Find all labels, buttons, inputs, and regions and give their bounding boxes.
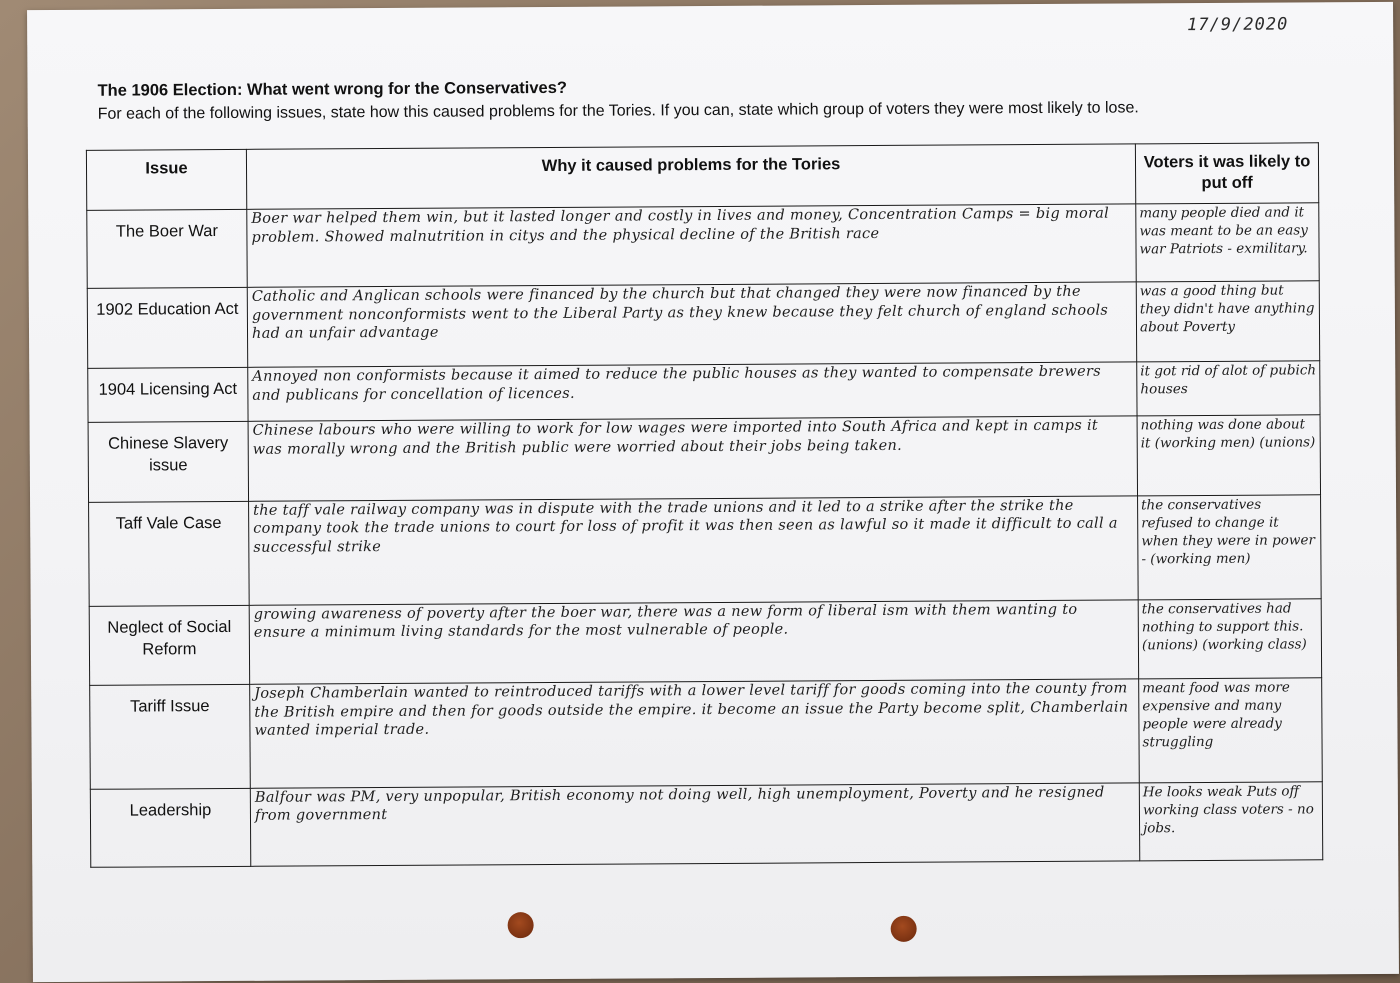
table-row (90, 782, 1322, 868)
table-row (89, 598, 1321, 685)
voters-answer-cell: it got rid of alot of pubich houses (1137, 361, 1320, 416)
voters-answer-cell: meant food was more expensive and many people were already struggling (1139, 678, 1323, 783)
voters-answer-cell: nothing was done about it (working men) (unions) (1137, 415, 1320, 496)
why-answer-cell: growing awareness of poverty after the boer war, there was a new form of liberal ism with them wanting to ensure a minimum living standards for the most vulnerable of people. (249, 599, 1138, 684)
issue-cell: 1904 Licensing Act (88, 368, 248, 423)
worksheet-page (27, 2, 1399, 982)
issue-cell: The Boer War (87, 209, 247, 288)
voters-answer-cell: was a good thing but they didn't have anything about Poverty (1136, 281, 1319, 362)
table-row (88, 361, 1320, 422)
header-why: Why it caused problems for the Tories (246, 144, 1135, 209)
why-answer-cell: Boer war helped them win, but it lasted longer and costly in lives and money, Concentration Camps = big moral problem. Showed malnutrition in citys and the physical decline of the British race (247, 204, 1136, 288)
voters-answer-cell: the conservatives had nothing to support this. (unions) (working class) (1138, 598, 1321, 679)
worksheet-title: The 1906 Election: What went wrong for the Conservatives? (97, 78, 568, 100)
table-row (88, 415, 1320, 502)
why-answer-cell: Annoyed non conformists because it aimed to reduce the public houses as they wanted to compensate brewers and publicans for concellation of licences. (248, 362, 1137, 421)
issue-cell: Neglect of Social Reform (89, 605, 249, 686)
punch-hole-left (508, 912, 534, 938)
issue-cell: Chinese Slavery issue (88, 422, 248, 503)
why-answer-cell: Chinese labours who were willing to work for low wages were imported into South Africa and kept in camps it was morally wrong and the British public were worried about their jobs being taken. (248, 416, 1137, 501)
voters-answer-cell: the conservatives refused to change it when they were in power - (working men) (1138, 495, 1322, 600)
issue-cell: Leadership (90, 788, 250, 867)
issues-table (86, 142, 1323, 868)
worksheet-instructions: For each of the following issues, state how this caused problems for the Tories. If you can, state which group of voters they were most likely to lose. (97, 99, 1139, 123)
why-answer-cell: Joseph Chamberlain wanted to reintroduced tariffs with a lower level tariff for goods coming into the county from the British empire and then for goods outside the empire. it become an issue the Party become split, Chamberlain wanted imperial trade. (250, 679, 1140, 788)
header-voters: Voters it was likely to put off (1135, 143, 1318, 204)
handwritten-date: 17/9/2020 (1187, 14, 1289, 36)
voters-answer-cell: many people died and it was meant to be an easy war Patriots - exmilitary. (1136, 203, 1319, 282)
punch-hole-right (891, 916, 917, 942)
table-row (89, 495, 1322, 606)
voters-answer-cell: He looks weak Puts off working class voters - no jobs. (1139, 782, 1322, 861)
header-issue: Issue (86, 149, 246, 210)
table-row (90, 678, 1323, 789)
issue-cell: Tariff Issue (90, 684, 251, 789)
issue-cell: Taff Vale Case (89, 501, 250, 606)
table-row (87, 203, 1319, 289)
why-answer-cell: Catholic and Anglican schools were financed by the church but that changed they were now financed by the government nonconformists went to the Liberal Party as they knew because they felt church of england schools had an unfair advantage (247, 282, 1136, 368)
issue-cell: 1902 Education Act (87, 287, 247, 368)
table-row (87, 281, 1319, 369)
why-answer-cell: the taff vale railway company was in dispute with the trade unions and it led to a strike after the strike the company took the trade unions to court for loss of profit it was then seen as lawful so it made it difficult to call a successful strike (249, 496, 1139, 605)
why-answer-cell: Balfour was PM, very unpopular, British economy not doing well, high unemployment, Poverty and he resigned from government (250, 783, 1139, 867)
table-header-row (86, 143, 1318, 211)
